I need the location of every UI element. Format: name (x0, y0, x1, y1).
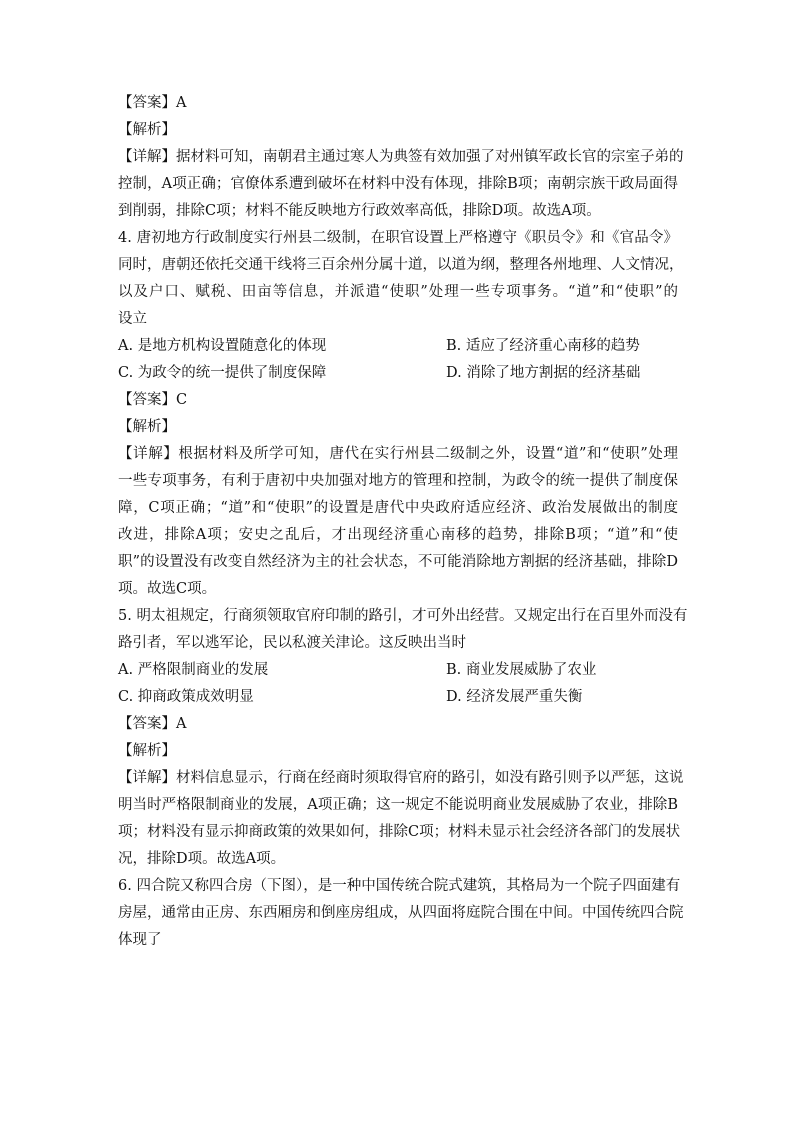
q5-answer: 【答案】A (118, 716, 187, 732)
document-page (118, 90, 688, 954)
q5-detail-line-1: 【详解】材料信息显示，行商在经商时须取得官府的路引，如没有路引则予以严惩，这说 (118, 770, 684, 786)
q5-analysis-heading: 【解析】 (118, 743, 176, 759)
q5-detail-line-2: 明当时严格限制商业的发展，A项正确；这一规定不能说明商业发展威胁了农业，排除B (118, 797, 678, 813)
q6-stem-line-1: 6. 四合院又称四合房（下图），是一种中国传统合院式建筑，其格局为一个院子四面建有 (118, 878, 681, 894)
q5-options-row-1 (118, 657, 678, 684)
q5-detail-line-3: 项；材料没有显示抑商政策的效果如何，排除C项；材料未显示社会经济各部门的发展状 (118, 824, 681, 840)
q3-detail-line-3: 到削弱，排除C项；材料不能反映地方行政效率高低，排除D项。故选A项。 (118, 203, 601, 219)
q4-option-a: A. 是地方机构设置随意化的体现 (118, 338, 327, 354)
q3-analysis-heading: 【解析】 (118, 122, 176, 138)
q6-stem-line-3: 体现了 (118, 932, 162, 948)
q5-option-b: B. 商业发展威胁了农业 (446, 662, 597, 678)
q4-detail-line-6: 项。故选C项。 (118, 581, 217, 597)
q4-detail-line-5: 职”的设置没有改变自然经济为主的社会状态，不可能消除地方割据的经济基础，排除D (118, 554, 678, 570)
q5-detail-line-4: 况，排除D项。故选A项。 (118, 851, 286, 867)
q4-stem-line-4: 设立 (118, 311, 147, 327)
q4-stem-line-2: 同时，唐朝还依托交通干线将三百余州分属十道，以道为纲，整理各州地理、人文情况， (118, 257, 684, 273)
q4-options-row-2 (118, 360, 678, 387)
q4-detail-line-2: 一些专项事务，有利于唐初中央加强对地方的管理和控制，为政令的统一提供了制度保 (118, 473, 678, 489)
q4-option-c: C. 为政令的统一提供了制度保障 (118, 365, 327, 381)
q4-option-b: B. 适应了经济重心南移的趋势 (446, 338, 640, 354)
q5-options-row-2 (118, 684, 678, 711)
q4-stem-line-3: 以及户口、赋税、田亩等信息，并派遣“使职”处理一些专项事务。“道”和“使职”的 (118, 284, 678, 300)
q5-stem-line-2: 路引者，军以逃军论，民以私渡关津论。这反映出当时 (118, 635, 466, 651)
q5-option-a: A. 严格限制商业的发展 (118, 662, 269, 678)
q5-option-c: C. 抑商政策成效明显 (118, 689, 254, 705)
q3-answer: 【答案】A (118, 95, 187, 111)
q4-detail-line-1: 【详解】根据材料及所学可知，唐代在实行州县二级制之外，设置“道”和“使职”处理 (118, 446, 678, 462)
q6-stem-line-2: 房屋，通常由正房、东西厢房和倒座房组成，从四面将庭院合围在中间。中国传统四合院 (118, 905, 684, 921)
q4-option-d: D. 消除了地方割据的经济基础 (446, 365, 641, 381)
q5-option-d: D. 经济发展严重失衡 (446, 689, 583, 705)
q4-answer: 【答案】C (118, 392, 188, 408)
q4-analysis-heading: 【解析】 (118, 419, 176, 435)
q4-detail-line-3: 障，C项正确；“道”和“使职”的设置是唐代中央政府适应经济、政治发展做出的制度 (118, 500, 678, 516)
q4-stem-line-1: 4. 唐初地方行政制度实行州县二级制，在职官设置上严格遵守《职员令》和《官品令》 (118, 230, 678, 246)
q4-options-row-1 (118, 333, 678, 360)
q3-detail-line-2: 控制，A项正确；官僚体系遭到破坏在材料中没有体现，排除B项；南朝宗族干政局面得 (118, 176, 678, 192)
q4-detail-line-4: 改进，排除A项；安史之乱后，才出现经济重心南移的趋势，排除B项；“道”和“使 (118, 527, 678, 543)
q5-stem-line-1: 5. 明太祖规定，行商须领取官府印制的路引，才可外出经营。又规定出行在百里外而没有 (118, 608, 688, 624)
q3-detail-line-1: 【详解】据材料可知，南朝君主通过寒人为典签有效加强了对州镇军政长官的宗室子弟的 (118, 149, 684, 165)
